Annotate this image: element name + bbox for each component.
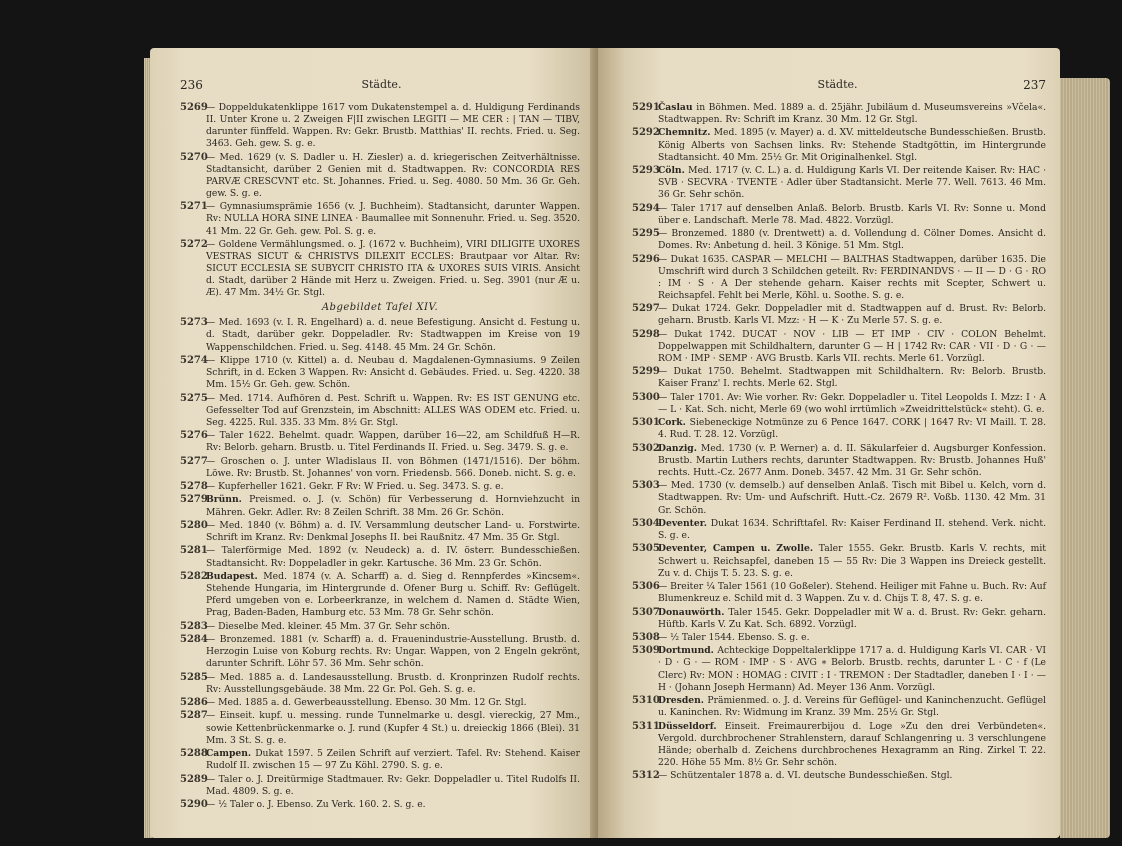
- open-book: [150, 18, 1110, 844]
- right-page: [598, 48, 1060, 838]
- catalog-entry: [632, 329, 1046, 365]
- entry-text: — Dukat 1724. Gekr. Doppeladler mit d. Stadtwappen auf d. Brust. Rv: Belorb. geharn. Brustb. Karls VI. Mzz: · H — K · Zu Merle 57. S. g. e.: [658, 303, 1046, 327]
- entry-number: 5300: [632, 391, 660, 403]
- entry-place-name: Časlau: [658, 102, 697, 113]
- entry-text: Düsseldorf. Einseit. Freimaurerbijou d. Loge »Zu den drei Verbündeten«. Vergold. durchbrochener Strahlenstern, darauf Schlangenring u. 3 verschlungene Hände; oberhalb d. Zeichens durchbrochenes Hexagramm an Ring. Zirkel T. 22. 220. Höhe 55 Mm. 8½ Gr. Sehr schön.: [658, 720, 1046, 768]
- entry-text: — Taler 1717 auf denselben Anlaß. Belorb. Brustb. Karls VI. Rv: Sonne u. Mond über e. Landschaft. Merle 78. Mad. 4822. Vorzügl.: [658, 202, 1046, 226]
- entry-number: 5273: [180, 317, 208, 329]
- entry-number: 5290: [180, 799, 208, 810]
- entry-text: — Dukat 1635. CASPAR — MELCHI — BALTHAS Stadtwappen, darüber 1635. Die Umschrift wird durch 3 Schildchen geteilt. Rv: FERDINANDVS · — II — D · G · RO : IM · S · A Der stehende geharn. Kaiser rechts mit Scepter, Schwert u. Reichsapfel. Fehlt bei Merle, Köhl. u. Soothe. S. g. e.: [658, 253, 1046, 301]
- catalog-entry: [632, 607, 1046, 631]
- entry-text: — Breiter ¼ Taler 1561 (10 Goßeler). Stehend. Heiliger mit Fahne u. Buch. Rv: Auf Blumenkreuz e. Schild mit d. 3 Wappen. Zu v. d. Chijs T. 8, 47. S. g. e.: [658, 581, 1047, 605]
- entry-number: 5288: [180, 748, 208, 760]
- entry-text: Chemnitz. Med. 1895 (v. Mayer) a. d. XV. mitteldeutsche Bundesschießen. Brustb. König Alberts von Sachsen links. Rv: Stehende Stadtgöttin, im Hintergrunde Stadtansicht. 40 Mm. 25½ Gr. Mit Originalhenkel. Stgl.: [658, 127, 1046, 163]
- entry-number: 5284: [180, 634, 208, 645]
- entry-text: — Med. 1714. Aufhören d. Pest. Schrift u. Wappen. Rv: ES IST GENUNG etc. Gefesselter Tod auf Grenzstein, im Abschnitt: ALLES WAS ODEM etc. Fried. u. Seg. 4225. Rul. 335. 33 Mm. 8½ Gr. Stgl.: [206, 392, 580, 428]
- entry-number: 5311: [632, 720, 660, 732]
- entry-number: 5270: [180, 151, 208, 163]
- entry-text: Cöln. Med. 1717 (v. C. L.) a. d. Huldigung Karls VI. Der reitende Kaiser. Rv: HAC · SVB · SECVRA · TVENTE · Adler über Stadtansicht. Merle 77. Well. 7613. 46 Mm. 36 Gr. Sehr schön.: [658, 165, 1046, 201]
- right-running-title: Städte.: [817, 78, 858, 91]
- entry-place-name: Brünn.: [206, 494, 250, 506]
- entry-text: Dresden. Prämienmed. o. J. d. Vereins für Geflügel- und Kaninchenzucht. Geflügel u. Kaninchen. Rv: Widmung im Kranz. 39 Mm. 25½ Gr. Stgl.: [658, 695, 1046, 719]
- right-entry-list: [632, 102, 1046, 782]
- catalog-entry: [632, 165, 1046, 201]
- catalog-entry: [180, 571, 580, 619]
- catalog-entry: [632, 518, 1046, 542]
- catalog-entry: [180, 799, 580, 811]
- entry-number: 5275: [180, 392, 208, 404]
- entry-number: 5299: [632, 366, 660, 378]
- entry-number: 5306: [632, 581, 660, 593]
- entry-number: 5304: [632, 517, 660, 529]
- catalog-entry: [632, 417, 1046, 441]
- entry-number: 5276: [180, 430, 208, 442]
- entry-number: 5287: [180, 710, 208, 722]
- entry-text: — Goldene Vermählungsmed. o. J. (1672 v. Buchheim), VIRI DILIGITE UXORES VESTRAS SICUT & CHRISTVS DILEXIT ECCLES: Brautpaar vor Altar. Rv: SICUT ECCLESIA SE SUBYCIT CHRISTO ITA & UXORES SUIS VIRIS. Ansicht d. Stadt, darüber 2 Hände mit Herz u. Zweigen. Fried. u. Seg. 3901 (nur Æ u. Æ). 47 Mm. 34½ Gr. Stgl.: [206, 238, 580, 299]
- entry-number: 5308: [632, 631, 660, 643]
- entry-text: — Gymnasiumsprämie 1656 (v. J. Buchheim). Stadtansicht, darunter Wappen. Rv: NULLA HORA SINE LINEA · Baumallee mit Sonnenuhr. Fried. u. Seg. 3520. 41 Mm. 22 Gr. Geh. gew. Pol. S. g. e.: [206, 201, 580, 237]
- entry-text: Deventer. Dukat 1634. Schrifttafel. Rv: Kaiser Ferdinand II. stehend. Verk. nicht. S. g. e.: [658, 517, 1046, 542]
- entry-text: — Bronzemed. 1880 (v. Drentwett) a. d. Vollendung d. Cölner Domes. Ansicht d. Domes. Rv: Anbetung d. heil. 3 Könige. 51 Mm. Stgl.: [658, 228, 1046, 252]
- catalog-entry: [180, 456, 580, 480]
- left-page: [150, 48, 596, 838]
- catalog-entry: [632, 127, 1046, 163]
- catalog-entry: [632, 721, 1046, 769]
- entry-text: — Med. 1885 a. d. Landesausstellung. Brustb. d. Kronprinzen Rudolf rechts. Rv: Ausstellungsgebäude. 38 Mm. 22 Gr. Pol. Geh. S. g. e.: [206, 671, 580, 695]
- catalog-entry: [632, 770, 1046, 782]
- catalog-entry: [180, 748, 580, 772]
- catalog-entry: [180, 710, 580, 746]
- entry-place-name: Deventer, Campen u. Zwolle.: [658, 543, 819, 555]
- entry-number: 5312: [632, 770, 660, 782]
- catalog-entry: [180, 634, 580, 670]
- catalog-entry: [180, 494, 580, 518]
- entry-number: 5298: [632, 328, 660, 340]
- catalog-entry: [632, 392, 1046, 416]
- entry-text: — Med. 1730 (v. demselb.) auf denselben Anlaß. Tisch mit Bibel u. Kelch, vorn d. Stadtwappen. Rv: Um- und Aufschrift. Hutt.-Cz. 2679 R². Voßb. 1130. 42 Mm. 31 Gr. Schön.: [658, 480, 1046, 516]
- entry-text: — Doppeldukatenklippe 1617 vom Dukatenstempel a. d. Huldigung Ferdinands II. Unter Krone u. 2 Zweigen F|II zwischen LEGITI — ME CER : | TAN — TIBV, darunter fünffeld. Wappen. Rv: Gekr. Brustb. Matthias' II. rechts. Fried. u. Seg. 3463. Geh. gew. S. g. e.: [206, 102, 580, 150]
- catalog-entry: [632, 581, 1046, 605]
- catalog-entry: [632, 228, 1046, 252]
- catalog-entry: [632, 632, 1046, 644]
- right-page-number: 237: [1023, 78, 1046, 92]
- entry-place-name: Danzig.: [658, 442, 701, 454]
- left-page-number: 236: [180, 78, 203, 92]
- catalog-entry: [632, 645, 1046, 693]
- catalog-entry: [632, 366, 1046, 390]
- catalog-entry: [632, 443, 1046, 479]
- right-page-edges: [1060, 78, 1110, 838]
- entry-text: Dortmund. Achteckige Doppeltalerklippe 1717 a. d. Huldigung Karls VI. CAR · VI · D · G · — ROM · IMP · S · AVG ∗ Belorb. Brustb. rechts, darunter L · C · f (Le Clerc) Rv: MON : HOMAG : CIVIT : I · TREMON : Der Stadtadler, daneben I · I · — H · (Johann Joseph Hermann) Ad. Meyer 136 Anm. Vorzügl.: [658, 645, 1046, 693]
- entry-number: 5289: [180, 773, 208, 785]
- entry-number: 5303: [632, 480, 660, 492]
- entry-text: Donauwörth. Taler 1545. Gekr. Doppeladler mit W a. d. Brust. Rv: Gekr. geharn. Hüftb. Karls V. Zu Kat. Sch. 6892. Vorzügl.: [658, 606, 1047, 630]
- entry-number: 5302: [632, 442, 660, 454]
- entry-number: 5272: [180, 238, 208, 250]
- entry-text: — Bronzemed. 1881 (v. Scharff) a. d. Frauenindustrie-Ausstellung. Brustb. d. Herzogin Luise von Koburg rechts. Rv: Ungar. Wappen, von 2 Engeln gekrönt, darunter Schrift. Löhr 57. 36 Mm. Sehr schön.: [206, 634, 580, 670]
- catalog-entry: [632, 102, 1046, 126]
- entry-text: Cork. Siebeneckige Notmünze zu 6 Pence 1647. CORK | 1647 Rv: VI Maill. T. 28. 4. Rud. T. 28. 12. Vorzügl.: [658, 417, 1046, 441]
- catalog-entry: [180, 672, 580, 696]
- entry-text: — ½ Taler 1544. Ebenso. S. g. e.: [658, 631, 810, 643]
- entry-number: 5278: [180, 481, 208, 493]
- right-running-head: [632, 78, 1046, 92]
- entry-place-name: Düsseldorf.: [658, 720, 725, 732]
- entry-text: Časlau in Böhmen. Med. 1889 a. d. 25jähr. Jubiläum d. Museumsvereins »Včela«. Stadtwappen. Rv: Schrift im Kranz. 30 Mm. 12 Gr. Stgl.: [658, 102, 1047, 126]
- catalog-entry: [180, 393, 580, 429]
- entry-place-name: Dortmund.: [658, 645, 718, 657]
- catalog-entry: [632, 303, 1046, 327]
- entry-number: 5271: [180, 201, 208, 213]
- entry-place-name: Campen.: [206, 748, 256, 760]
- left-running-title: Städte.: [361, 78, 402, 91]
- entry-place-name: Cöln.: [658, 165, 689, 177]
- entry-number: 5310: [632, 695, 660, 707]
- entry-number: 5279: [180, 494, 208, 506]
- catalog-entry: [180, 545, 580, 569]
- entry-text: — Med. 1693 (v. I. R. Engelhard) a. d. neue Befestigung. Ansicht d. Festung u. d. Stadt, darüber gekr. Doppeladler. Rv: Stadtwappen im Kreise von 19 Wappenschildchen. Fried. u. Seg. 4148. 45 Mm. 24 Gr. Schön.: [206, 317, 580, 353]
- entry-text: — Talerförmige Med. 1892 (v. Neudeck) a. d. IV. österr. Bundesschießen. Stadtansicht. Rv: Doppeladler in gekr. Kartusche. 36 Mm. 23 Gr. Schön.: [206, 545, 580, 569]
- entry-number: 5292: [632, 127, 660, 139]
- entry-number: 5269: [180, 102, 208, 113]
- entry-place-name: Deventer.: [658, 517, 711, 529]
- catalog-entry: [632, 203, 1046, 227]
- catalog-entry: [632, 254, 1046, 302]
- catalog-entry: [180, 239, 580, 299]
- catalog-entry: [632, 543, 1046, 579]
- entry-text: Brünn. Preismed. o. J. (v. Schön) für Verbesserung d. Hornviehzucht in Mähren. Gekr. Adler. Rv: 8 Zeilen Schrift. 38 Mm. 26 Gr. Schön.: [206, 494, 580, 518]
- entry-text: — Einseit. kupf. u. messing. runde Tunnelmarke u. desgl. viereckig, 27 Mm., sowie Kettenbrückenmarke o. J. rund (Kupfer 4 St.) u. dreieckig 1866 (Blei). 31 Mm. 3 St. S. g. e.: [206, 710, 580, 746]
- entry-place-name: Cork.: [658, 417, 690, 429]
- left-entry-list: [180, 102, 580, 811]
- entry-number: 5283: [180, 620, 208, 632]
- entry-number: 5296: [632, 253, 660, 265]
- entry-number: 5280: [180, 519, 208, 531]
- entry-text: — Klippe 1710 (v. Kittel) a. d. Neubau d. Magdalenen-Gymnasiums. 9 Zeilen Schrift, in d. Ecken 3 Wappen. Rv: Ansicht d. Gebäudes. Fried. u. Seg. 4220. 38 Mm. 15½ Gr. Geh. gew. Schön.: [206, 354, 580, 391]
- entry-number: 5277: [180, 455, 208, 467]
- entry-text: — ½ Taler o. J. Ebenso. Zu Verk. 160. 2. S. g. e.: [206, 799, 426, 810]
- catalog-entry: [180, 430, 580, 454]
- entry-number: 5291: [632, 102, 660, 113]
- catalog-entry: [180, 102, 580, 150]
- entry-number: 5281: [180, 545, 208, 557]
- entry-place-name: Chemnitz.: [658, 127, 714, 139]
- catalog-entry: [180, 481, 580, 493]
- entry-place-name: Dresden.: [658, 695, 708, 707]
- entry-text: — Schützentaler 1878 a. d. VI. deutsche Bundesschießen. Stgl.: [658, 770, 953, 782]
- entry-place-name: Donauwörth.: [658, 606, 729, 618]
- entry-place-name: Budapest.: [206, 570, 264, 582]
- catalog-entry: [180, 355, 580, 391]
- entry-number: 5294: [632, 202, 660, 214]
- entry-number: 5282: [180, 570, 208, 582]
- entry-text: — Med. 1840 (v. Böhm) a. d. IV. Versammlung deutscher Land- u. Forstwirte. Schrift im Kranz. Rv: Denkmal Josephs II. bei Raußnitz. 47 Mm. 35 Gr. Stgl.: [206, 519, 580, 544]
- entry-text: — Groschen o. J. unter Wladislaus II. von Böhmen (1471/1516). Der böhm. Löwe. Rv: Brustb. St. Johannes' von vorn. Friedensb. 566. Doneb. nicht. S. g. e.: [206, 455, 580, 479]
- entry-number: 5293: [632, 165, 660, 177]
- catalog-entry: [180, 152, 580, 200]
- catalog-entry: [180, 774, 580, 798]
- entry-number: 5286: [180, 697, 208, 709]
- entry-text: — Med. 1629 (v. S. Dadler u. H. Ziesler) a. d. kriegerischen Zeitverhältnisse. Stadtansicht, darüber 2 Genien mit d. Stadtwappen. Rv: CONCORDIA RES PARVÆ CRESCVNT etc. St. Johannes. Fried. u. Seg. 4080. 50 Mm. 36 Gr. Geh. gew. S. g. e.: [206, 151, 580, 199]
- entry-number: 5301: [632, 417, 660, 429]
- catalog-entry: [180, 697, 580, 709]
- entry-number: 5307: [632, 606, 660, 618]
- entry-text: — Kupferheller 1621. Gekr. F Rv: W Fried. u. Seg. 3473. S. g. e.: [206, 481, 504, 493]
- catalog-entry: [180, 621, 580, 633]
- catalog-entry: [632, 695, 1046, 719]
- catalog-entry: [632, 480, 1046, 516]
- catalog-entry: [180, 317, 580, 353]
- entry-text: Campen. Dukat 1597. 5 Zeilen Schrift auf verziert. Tafel. Rv: Stehend. Kaiser Rudolf II. zwischen 15 — 97 Zu Köhl. 2790. S. g. e.: [206, 748, 580, 772]
- entry-text: — Taler o. J. Dreitürmige Stadtmauer. Rv: Gekr. Doppeladler u. Titel Rudolfs II. Mad. 4809. S. g. e.: [206, 773, 580, 797]
- entry-text: — Dukat 1750. Behelmt. Stadtwappen mit Schildhaltern. Rv: Belorb. Brustb. Kaiser Franz' I. rechts. Merle 62. Stgl.: [658, 366, 1046, 390]
- entry-number: 5297: [632, 303, 660, 315]
- entry-number: 5295: [632, 228, 660, 240]
- entry-text: — Dukat 1742. DUCAT · NOV · LIB — ET IMP · CIV · COLON Behelmt. Doppelwappen mit Schildhaltern, darunter G — H | 1742 Rv: CAR · VII · D · G · — ROM · IMP · SEMP · AVG Brustb. Karls VII. rechts. Merle 61. Vorzügl.: [658, 328, 1046, 364]
- entry-text: — Taler 1622. Behelmt. quadr. Wappen, darüber 16—22, am Schildfuß H—R. Rv: Belorb. geharn. Brustb. u. Titel Ferdinands II. Fried. u. Seg. 3479. S. g. e.: [206, 430, 580, 454]
- entry-text: Deventer, Campen u. Zwolle. Taler 1555. Gekr. Brustb. Karls V. rechts, mit Schwert u. Reichsapfel, daneben 15 — 55 Rv: Die 3 Wappen ins Dreieck gestellt. Zu v. d. Chijs T. 5. 23. S. g. e.: [658, 543, 1046, 579]
- entry-text: — Taler 1701. Av: Wie vorher. Rv: Gekr. Doppeladler u. Titel Leopolds I. Mzz: I · A — L · Kat. Sch. nicht, Merle 69 (wo wohl irrtümlich »Zweidrittelstück« steht). G. e.: [658, 391, 1046, 415]
- entry-text: Danzig. Med. 1730 (v. P. Werner) a. d. II. Säkularfeier d. Augsburger Konfession. Brustb. Martin Luthers rechts, darunter Stadtwappen. Rv: Brustb. Johannes Huß' rechts. Hutt.-Cz. 2677 Anm. Doneb. 3457. 42 Mm. 31 Gr. Sehr schön.: [658, 442, 1046, 478]
- catalog-entry: [180, 201, 580, 237]
- entry-text: — Dieselbe Med. kleiner. 45 Mm. 37 Gr. Sehr schön.: [206, 620, 451, 632]
- catalog-entry: [180, 520, 580, 544]
- plate-caption: Abgebildet Tafel XIV.: [321, 302, 439, 314]
- entry-number: 5309: [632, 645, 660, 657]
- entry-text: Budapest. Med. 1874 (v. A. Scharff) a. d. Sieg d. Rennpferdes »Kincsem«. Stehende Hungaria, im Hintergrunde d. Ofener Burg u. Schiff. Rv: Geflügelt. Pferd umgeben von e. Lorbeerkranze, in welchem d. Namen d. Städte Wien, Prag, Baden-Baden, Hamburg etc. 53 Mm. 78 Gr. Sehr schön.: [206, 570, 580, 619]
- left-running-head: [180, 78, 580, 92]
- entry-number: 5274: [180, 354, 208, 366]
- entry-number: 5305: [632, 543, 660, 555]
- entry-number: 5285: [180, 671, 208, 683]
- entry-text: — Med. 1885 a. d. Gewerbeausstellung. Ebenso. 30 Mm. 12 Gr. Stgl.: [206, 697, 527, 709]
